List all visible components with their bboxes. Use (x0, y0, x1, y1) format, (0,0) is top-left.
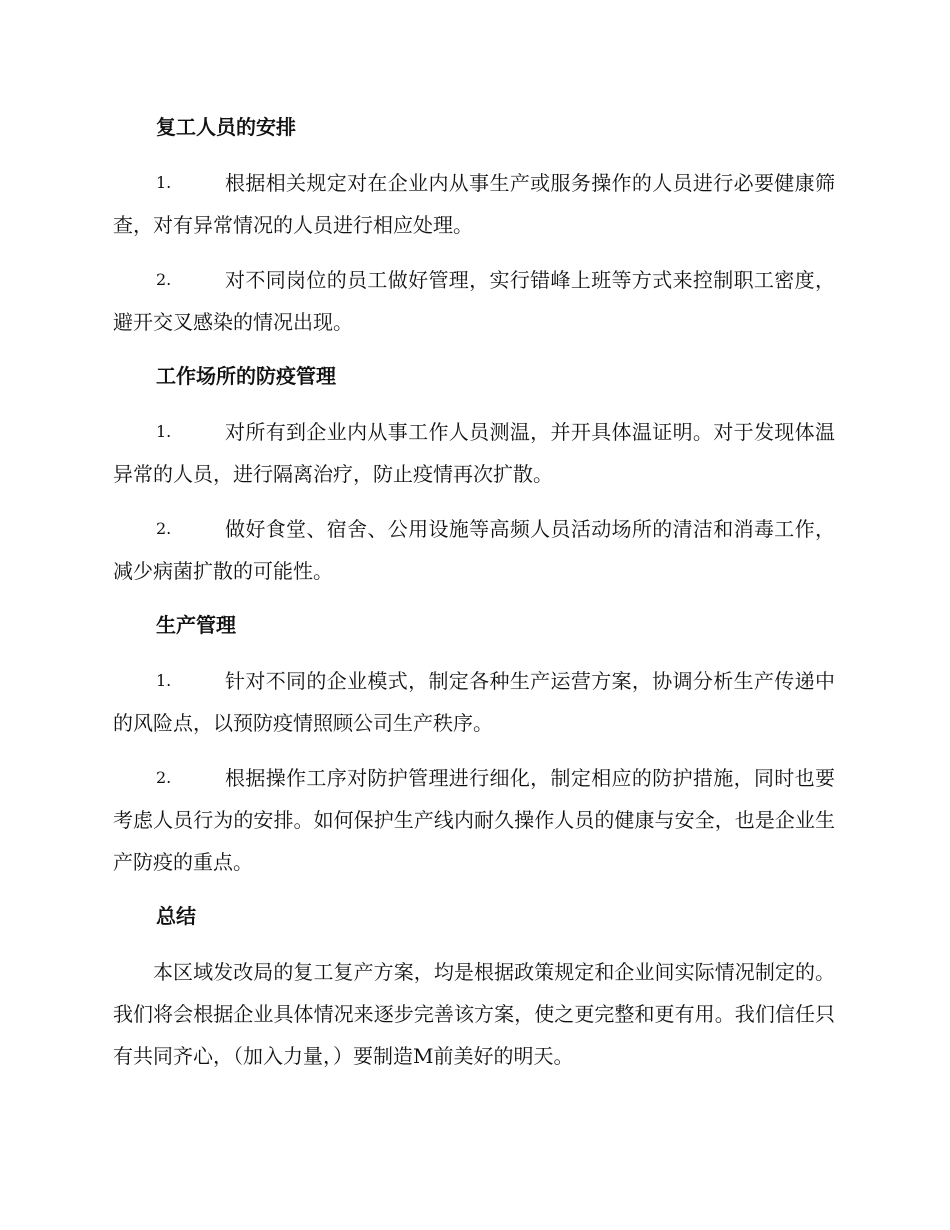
item-number: 1. (156, 422, 172, 441)
item-number: 2. (156, 270, 172, 289)
item-text: 根据相关规定对在企业内从事生产或服务操作的人员进行必要健康筛查，对有异常情况的人员进行相应处理。 (113, 171, 835, 237)
item-number: 1. (156, 671, 172, 690)
list-item (113, 411, 835, 495)
item-text: 对不同岗位的员工做好管理，实行错峰上班等方式来控制职工密度，避开交叉感染的情况出现。 (113, 268, 835, 334)
section-heading: 生产管理 (156, 613, 236, 637)
item-number: 2. (156, 768, 172, 787)
list-item (113, 508, 835, 592)
list-item (113, 660, 835, 744)
item-text: 针对不同的企业模式，制定各种生产运营方案，协调分析生产传递中的风险点，以预防疫情照顾公司生产秩序。 (113, 669, 835, 735)
list-item (113, 757, 835, 883)
item-text: 对所有到企业内从事工作人员测温，并开具体温证明。对于发现体温异常的人员，进行隔离治疗，防止疫情再次扩散。 (113, 420, 835, 486)
item-number: 1. (156, 173, 172, 192)
section-heading: 复工人员的安排 (156, 115, 296, 139)
item-text: 根据操作工序对防护管理进行细化，制定相应的防护措施，同时也要考虑人员行为的安排。如何保护生产线内耐久操作人员的健康与安全，也是企业生产防疫的重点。 (113, 766, 835, 874)
item-text: 做好食堂、宿舍、公用设施等高频人员活动场所的清洁和消毒工作，减少病菌扩散的可能性。 (113, 517, 835, 583)
item-number: 2. (156, 519, 172, 538)
summary-paragraph: 本区域发改局的复工复产方案，均是根据政策规定和企业间实际情况制定的。我们将会根据企业具体情况来逐步完善该方案，使之更完整和更有用。我们信任只有共同齐心，（加入力量，）要制造M前美好的明天。 (113, 960, 835, 1068)
section-heading: 工作场所的防疫管理 (156, 364, 336, 388)
list-item (113, 162, 835, 246)
list-item (113, 259, 835, 343)
summary-heading: 总结 (156, 904, 196, 928)
